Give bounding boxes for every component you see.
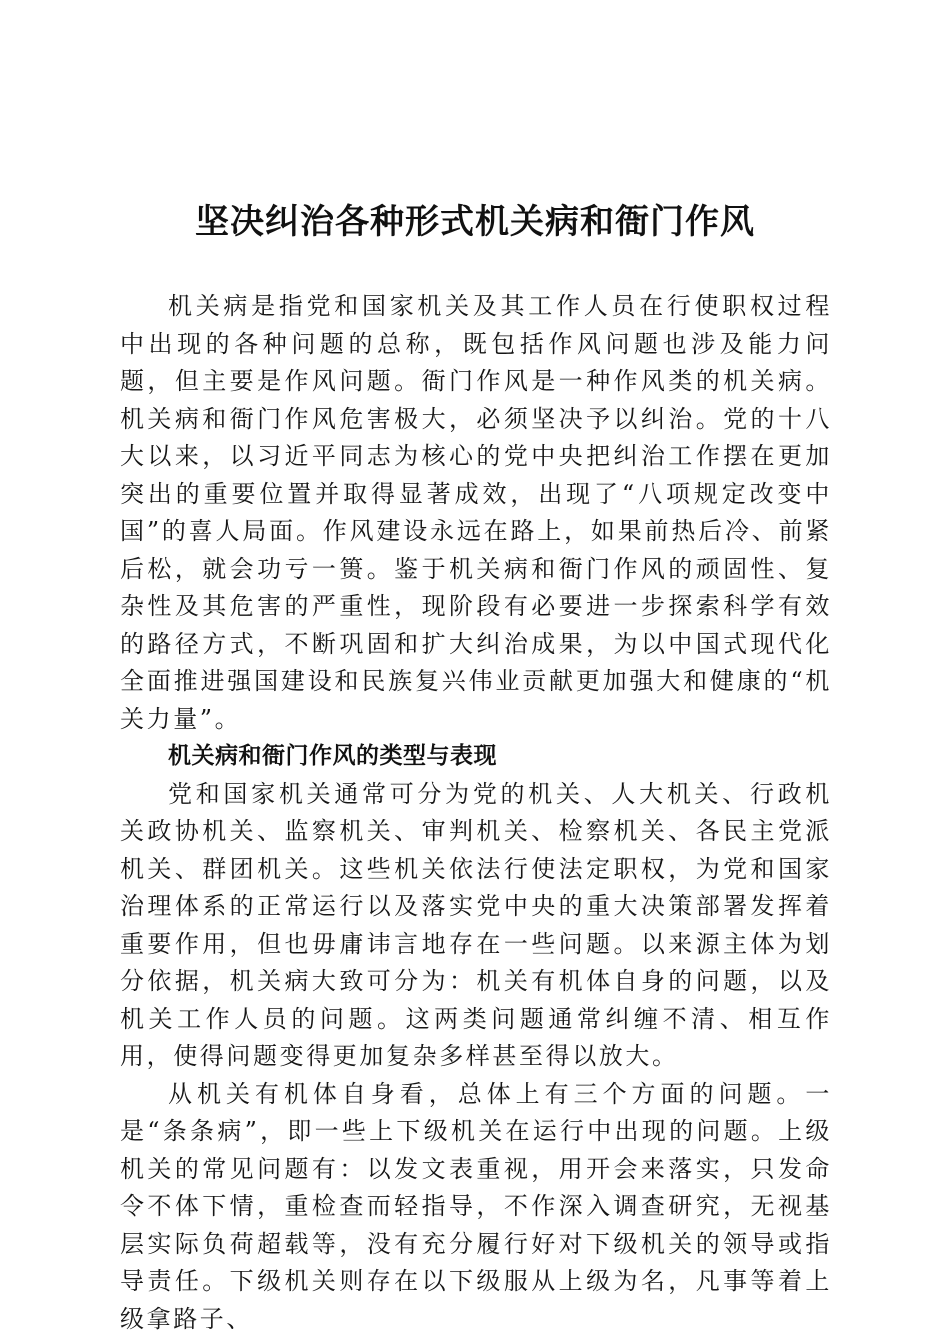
document-title: 坚决纠治各种形式机关病和衙门作风 [195,202,755,242]
body-paragraph-organ-types: 党和国家机关通常可分为党的机关、人大机关、行政机关政协机关、监察机关、审判机关、检察机关、各民主党派机关、群团机关。这些机关依法行使法定职权，为党和国家治理体系的正常运行以及落实党中央的重大决策部署发挥着重要作用，但也毋庸讳言地存在一些问题。以来源主体为划分依据，机关病大致可分为：机关有机体自身的问题，以及机关工作人员的问题。这两类问题通常纠缠不清、相互作用，使得问题变得更加复杂多样甚至得以放大。 [120,779,832,1070]
body-paragraph-organ-problems: 从机关有机体自身看，总体上有三个方面的问题。一是“条条病”，即一些上下级机关在运行中出现的问题。上级机关的常见问题有：以发文表重视，用开会来落实，只发命令不体下情，重检查而轻指导，不作深入调查研究，无视基层实际负荷超载等，没有充分履行好对下级机关的领导或指导责任。下级机关则存在以下级服从上级为名，凡事等着上级拿路子、 [120,1079,832,1333]
document-body [120,288,832,1338]
intro-paragraph: 机关病是指党和国家机关及其工作人员在行使职权过程中出现的各种问题的总称，既包括作风问题也涉及能力问题，但主要是作风问题。衙门作风是一种作风类的机关病。机关病和衙门作风危害极大，必须坚决予以纠治。党的十八大以来，以习近平同志为核心的党中央把纠治工作摆在更加突出的重要位置并取得显著成效，出现了“八项规定改变中国”的喜人局面。作风建设永远在路上，如果前热后冷、前紧后松，就会功亏一篑。鉴于机关病和衙门作风的顽固性、复杂性及其危害的严重性，现阶段有必要进一步探索科学有效的路径方式，不断巩固和扩大纠治成果，为以中国式现代化全面推进强国建设和民族复兴伟业贡献更加强大和健康的“机关力量”。 [120,292,832,733]
section-heading: 机关病和衙门作风的类型与表现 [168,743,497,769]
